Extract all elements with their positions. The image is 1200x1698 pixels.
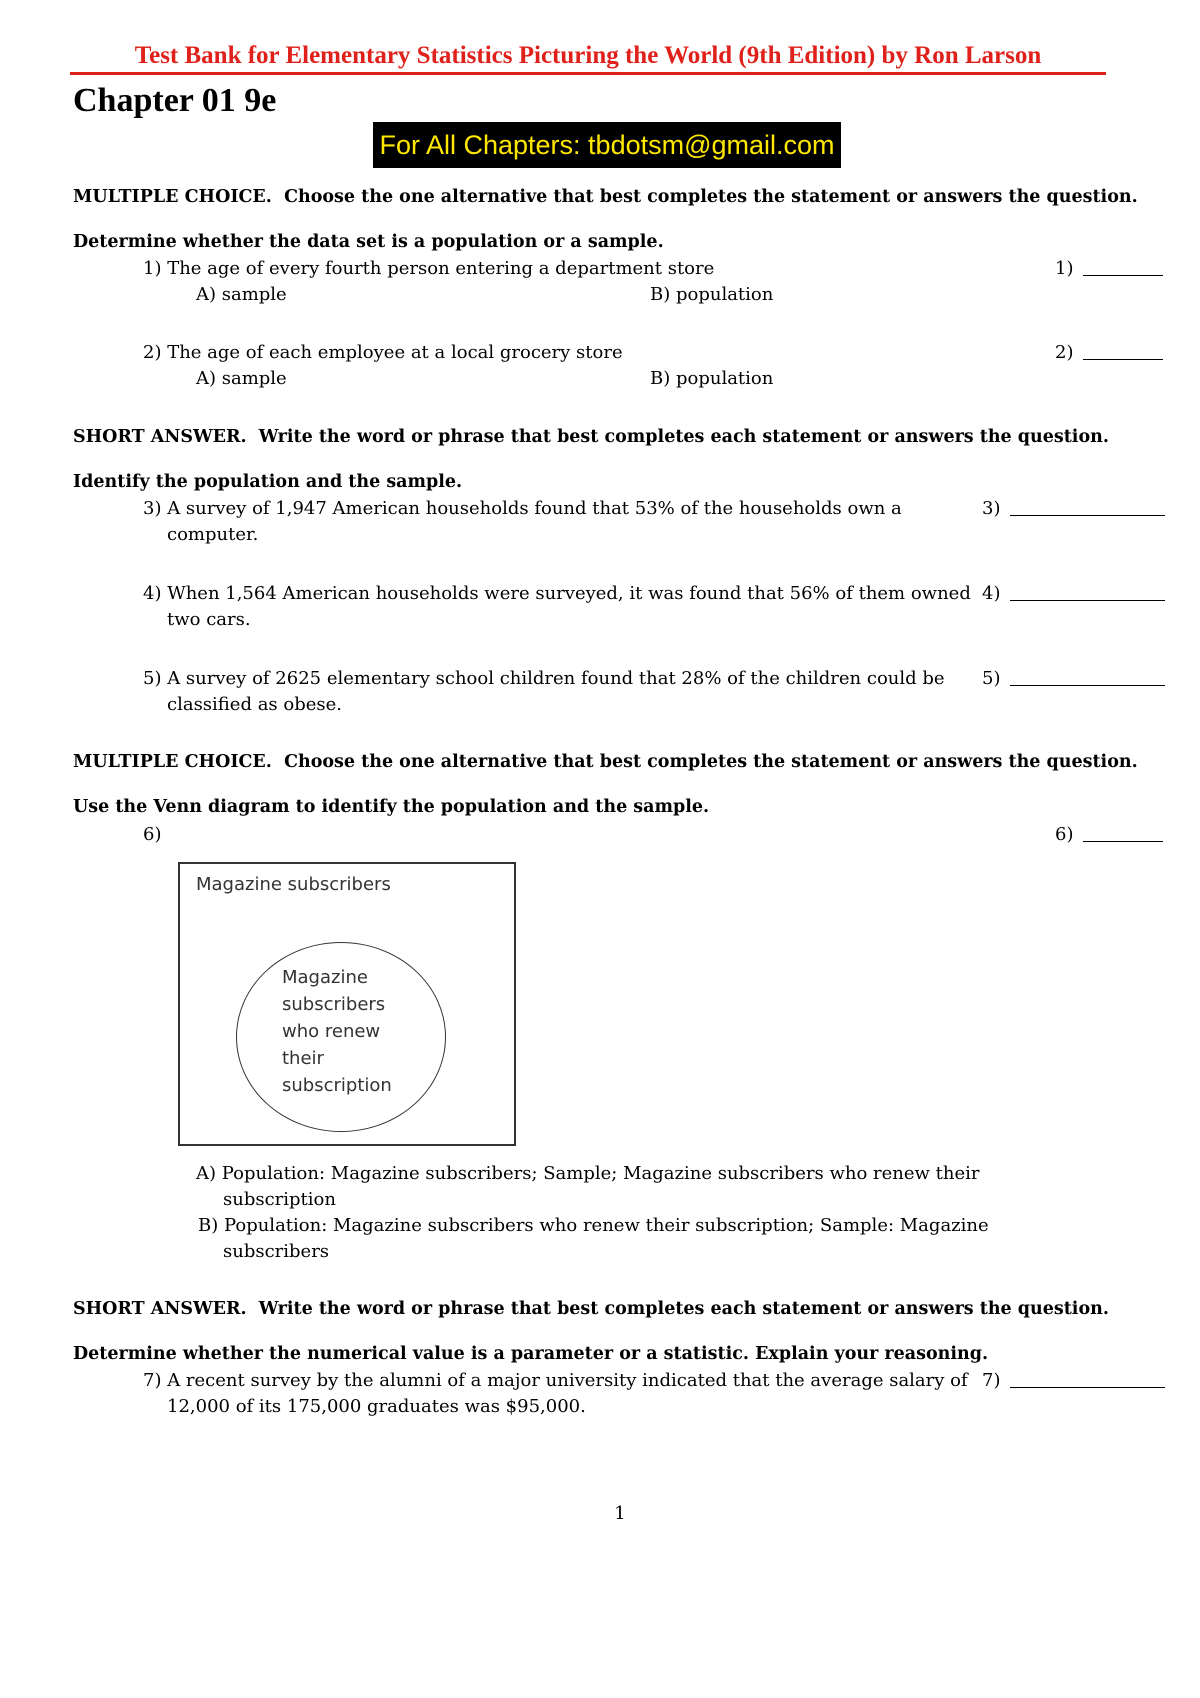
section-instruction: Write the word or phrase that best completes each statement or answers the question. bbox=[258, 1299, 1109, 1319]
answer-blank bbox=[1083, 359, 1163, 360]
question-4-answer-slot bbox=[982, 583, 1165, 604]
answer-number: 4) bbox=[982, 583, 1001, 604]
chapter-title: Chapter 01 9e bbox=[73, 82, 277, 119]
banner-title: Test Bank for Elementary Statistics Picturing the World (9th Edition) by Ron Larson bbox=[70, 42, 1106, 75]
section-title: SHORT ANSWER. bbox=[73, 427, 247, 447]
answer-number: 7) bbox=[982, 1370, 1001, 1391]
question-7-line1: 7) A recent survey by the alumni of a major university indicated that the average salary of bbox=[143, 1370, 968, 1391]
question-4-line1: 4) When 1,564 American households were surveyed, it was found that 56% of them owned bbox=[143, 583, 971, 604]
answer-blank bbox=[1010, 600, 1165, 601]
question-2-text: 2) The age of each employee at a local grocery store bbox=[143, 342, 623, 363]
question-5-answer-slot bbox=[982, 668, 1165, 689]
question-7-line2: 12,000 of its 175,000 graduates was $95,000. bbox=[167, 1396, 586, 1417]
answer-number: 2) bbox=[1055, 342, 1074, 363]
section-title: SHORT ANSWER. bbox=[73, 1299, 247, 1319]
answer-blank bbox=[1083, 275, 1163, 276]
section-header-mc1 bbox=[73, 187, 1138, 207]
section-instruction: Choose the one alternative that best completes the statement or answers the question. bbox=[284, 752, 1138, 772]
section-directive: Use the Venn diagram to identify the population and the sample. bbox=[73, 797, 710, 817]
venn-inner-label: Magazine subscribers who renew their subscription bbox=[282, 967, 392, 1096]
question-4-line2: two cars. bbox=[167, 609, 251, 630]
question-2-option-a: A) sample bbox=[196, 368, 287, 389]
question-6-answer-slot bbox=[1055, 824, 1163, 845]
answer-blank bbox=[1083, 841, 1163, 842]
answer-number: 1) bbox=[1055, 258, 1074, 279]
section-instruction: Write the word or phrase that best completes each statement or answers the question. bbox=[258, 427, 1109, 447]
question-3-line2: computer. bbox=[167, 524, 259, 545]
answer-blank bbox=[1010, 685, 1165, 686]
answer-blank bbox=[1010, 515, 1165, 516]
question-2-option-b: B) population bbox=[650, 368, 774, 389]
question-3-line1: 3) A survey of 1,947 American households found that 53% of the households own a bbox=[143, 498, 902, 519]
contact-banner: For All Chapters: tbdotsm@gmail.com bbox=[373, 122, 841, 168]
question-1-text: 1) The age of every fourth person entering a department store bbox=[143, 258, 715, 279]
answer-number: 3) bbox=[982, 498, 1001, 519]
question-3-answer-slot bbox=[982, 498, 1165, 519]
answer-number: 6) bbox=[1055, 824, 1074, 845]
question-6-text: 6) bbox=[143, 824, 162, 845]
venn-outer-label: Magazine subscribers bbox=[196, 874, 391, 895]
question-1-answer-slot bbox=[1055, 258, 1163, 279]
section-header-sa2 bbox=[73, 1299, 1109, 1319]
section-header-mc2 bbox=[73, 752, 1138, 772]
question-1-option-b: B) population bbox=[650, 284, 774, 305]
question-6-option-b-line2: subscribers bbox=[223, 1241, 330, 1262]
section-instruction: Choose the one alternative that best completes the statement or answers the question. bbox=[284, 187, 1138, 207]
section-directive: Determine whether the numerical value is a parameter or a statistic. Explain your reasoning. bbox=[73, 1344, 989, 1364]
venn-diagram bbox=[178, 862, 516, 1146]
question-5-line1: 5) A survey of 2625 elementary school children found that 28% of the children could be bbox=[143, 668, 945, 689]
section-header-sa1 bbox=[73, 427, 1109, 447]
question-6-option-a-line1: A) Population: Magazine subscribers; Sample; Magazine subscribers who renew their bbox=[196, 1163, 980, 1184]
section-title: MULTIPLE CHOICE. bbox=[73, 752, 272, 772]
question-7-answer-slot bbox=[982, 1370, 1165, 1391]
section-directive: Determine whether the data set is a population or a sample. bbox=[73, 232, 664, 252]
answer-number: 5) bbox=[982, 668, 1001, 689]
question-2-answer-slot bbox=[1055, 342, 1163, 363]
page-number: 1 bbox=[614, 1503, 626, 1524]
section-directive: Identify the population and the sample. bbox=[73, 472, 463, 492]
question-5-line2: classified as obese. bbox=[167, 694, 343, 715]
question-6-option-b-line1: B) Population: Magazine subscribers who renew their subscription; Sample: Magazine bbox=[198, 1215, 989, 1236]
answer-blank bbox=[1010, 1387, 1165, 1388]
question-6-option-a-line2: subscription bbox=[223, 1189, 336, 1210]
section-title: MULTIPLE CHOICE. bbox=[73, 187, 272, 207]
question-1-option-a: A) sample bbox=[196, 284, 287, 305]
